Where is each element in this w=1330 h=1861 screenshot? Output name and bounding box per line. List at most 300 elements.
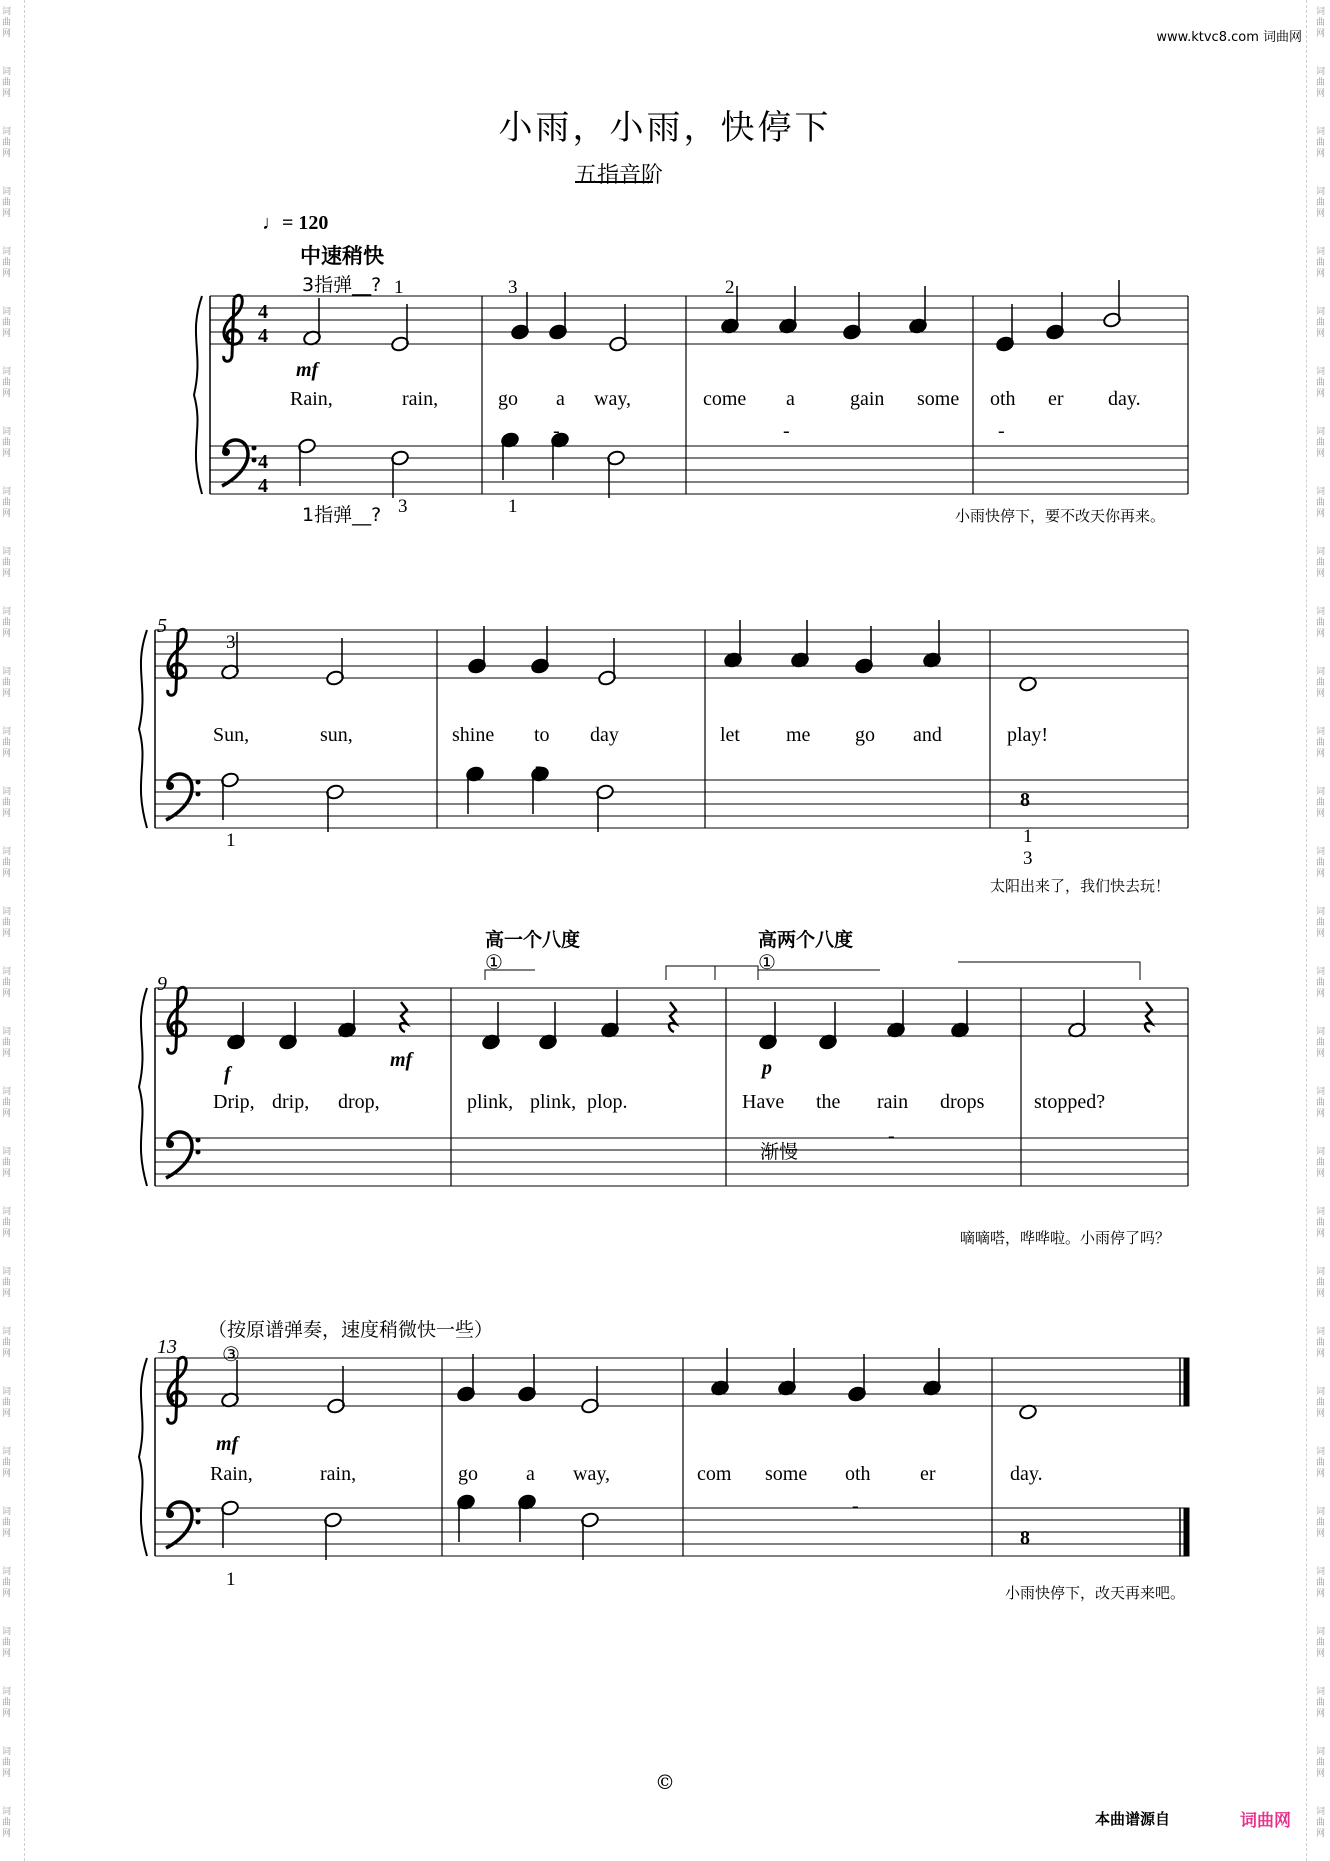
lyric-syllable: let <box>720 724 740 746</box>
watermark-glyph: 曲 <box>1316 1158 1326 1168</box>
grand-staff-brace <box>139 988 147 1186</box>
watermark-glyph: 网 <box>1316 989 1326 999</box>
watermark-glyph: 曲 <box>2 1398 12 1408</box>
watermark-glyph: 曲 <box>2 1518 12 1528</box>
octave-bracket <box>666 966 715 980</box>
watermark-glyph: 词 <box>2 367 12 377</box>
grand-staff-brace <box>194 296 202 494</box>
watermark-glyph: 词 <box>1316 547 1326 557</box>
finger-number: 1 <box>394 277 404 298</box>
quarter-note-icon: ♩ <box>262 212 282 234</box>
lyric-syllable: Rain, <box>290 388 333 410</box>
lyric-syllable: oth <box>845 1463 871 1485</box>
watermark-glyph: 网 <box>1316 209 1326 219</box>
watermark-glyph: 词 <box>1316 607 1326 617</box>
watermark-glyph: 网 <box>2 1829 12 1839</box>
finger-number: 2 <box>725 277 735 298</box>
watermark-glyph: 曲 <box>2 978 12 988</box>
watermark-glyph: 网 <box>2 1469 12 1479</box>
watermark-glyph: 曲 <box>2 1818 12 1828</box>
watermark-glyph: 网 <box>2 1649 12 1659</box>
watermark-glyph: 词 <box>1316 1687 1326 1697</box>
watermark-glyph: 网 <box>2 929 12 939</box>
performance-instruction: （按原谱弹奏，速度稍微快一些） <box>208 1319 494 1341</box>
watermark-glyph: 网 <box>1316 1109 1326 1119</box>
watermark-glyph: 曲 <box>1316 1518 1326 1528</box>
watermark-glyph: 曲 <box>2 918 12 928</box>
watermark-glyph: 曲 <box>1316 1398 1326 1408</box>
ritardando-mark: 渐慢 <box>760 1141 799 1163</box>
watermark-glyph: 曲 <box>1316 378 1326 388</box>
lyric-syllable: some <box>765 1463 808 1485</box>
watermark-glyph: 网 <box>2 629 12 639</box>
lyric-syllable: Have <box>742 1091 785 1113</box>
footer-brand-logo[interactable]: 词曲网 <box>1240 1811 1291 1831</box>
lyric-syllable: Sun, <box>213 724 250 746</box>
finger-number: 1 <box>1023 826 1033 847</box>
watermark-glyph: 网 <box>2 389 12 399</box>
position-mark-2: ① <box>758 950 776 974</box>
watermark-glyph: 网 <box>1316 689 1326 699</box>
tempo-bpm: = 120 <box>282 212 329 234</box>
watermark-glyph: 词 <box>2 667 12 677</box>
copyright-symbol: © <box>655 1770 675 1794</box>
watermark-glyph: 网 <box>1316 29 1326 39</box>
measure-number: 9 <box>157 973 167 995</box>
watermark-glyph: 词 <box>2 607 12 617</box>
watermark-glyph: 网 <box>1316 1769 1326 1779</box>
grand-staff-brace <box>139 630 147 828</box>
watermark-glyph: 曲 <box>2 1338 12 1348</box>
watermark-glyph: 词 <box>2 1207 12 1217</box>
octave-bracket <box>715 966 758 980</box>
watermark-glyph: 曲 <box>2 738 12 748</box>
watermark-glyph: 网 <box>1316 1529 1326 1539</box>
watermark-glyph: 词 <box>1316 1207 1326 1217</box>
watermark-glyph: 词 <box>2 307 12 317</box>
watermark-glyph: 词 <box>2 7 12 17</box>
watermark-glyph: 词 <box>1316 727 1326 737</box>
treble-clef-icon <box>168 629 187 695</box>
bass-whole-note-mark: 8 <box>1020 1527 1030 1549</box>
dynamic-marking: mf <box>216 1433 239 1455</box>
bass-clef-icon <box>166 1502 201 1548</box>
finger-number: 3 <box>1023 848 1033 869</box>
song-title: 小雨，小雨，快停下 <box>498 108 832 148</box>
watermark-glyph: 网 <box>1316 1589 1326 1599</box>
lyric-syllable: oth <box>990 388 1016 410</box>
caption-system-4: 小雨快停下，改天再来吧。 <box>1005 1584 1186 1602</box>
tempo-text: 中速稍快 <box>300 244 384 268</box>
octave-bracket <box>958 962 1140 980</box>
watermark-glyph: 曲 <box>1316 438 1326 448</box>
octave-mark-2: 高两个八度 <box>758 929 854 951</box>
watermark-glyph: 词 <box>2 1807 12 1817</box>
lyric-syllable: the <box>816 1091 841 1113</box>
watermark-glyph: 曲 <box>2 1758 12 1768</box>
watermark-glyph: 曲 <box>1316 1758 1326 1768</box>
finger-number: 1 <box>226 830 236 851</box>
bass-clef-icon <box>166 774 201 820</box>
right-hand-finger-note: 3指弹__? <box>302 274 382 296</box>
watermark-glyph: 词 <box>1316 187 1326 197</box>
watermark-glyph: 曲 <box>1316 618 1326 628</box>
finger-number: 1 <box>226 1569 236 1590</box>
caption-system-2: 太阳出来了，我们快去玩！ <box>990 877 1171 895</box>
watermark-glyph: 词 <box>1316 847 1326 857</box>
watermark-glyph: 曲 <box>1316 738 1326 748</box>
lyric-syllable: go <box>458 1463 478 1485</box>
watermark-glyph: 曲 <box>2 678 12 688</box>
watermark-glyph: 网 <box>1316 1229 1326 1239</box>
watermark-glyph: 词 <box>2 1387 12 1397</box>
lyric-syllable: plink, <box>467 1091 514 1113</box>
octave-mark-1: 高一个八度 <box>485 929 581 951</box>
watermark-glyph: 曲 <box>2 558 12 568</box>
watermark-glyph: 词 <box>2 1687 12 1697</box>
watermark-glyph: 词 <box>2 1087 12 1097</box>
dynamic-marking: mf <box>390 1049 413 1071</box>
final-barline-thick <box>1184 1508 1189 1556</box>
watermark-glyph: 词 <box>1316 1447 1326 1457</box>
lyric-syllable: go <box>498 388 518 410</box>
watermark-glyph: 词 <box>2 1567 12 1577</box>
watermark-glyph: 曲 <box>1316 1698 1326 1708</box>
watermark-glyph: 网 <box>2 809 12 819</box>
lyric-hyphen: - <box>852 1495 859 1517</box>
lyric-syllable: plink, <box>530 1091 577 1113</box>
measure-number: 5 <box>157 615 167 637</box>
watermark-glyph: 曲 <box>1316 1218 1326 1228</box>
time-signature-bottom: 4 <box>258 325 268 347</box>
watermark-glyph: 网 <box>2 1709 12 1719</box>
lyric-syllable: rain, <box>402 388 439 410</box>
watermark-glyph: 词 <box>2 787 12 797</box>
lyric-syllable: come <box>703 388 747 410</box>
watermark-glyph: 曲 <box>2 498 12 508</box>
lyric-syllable: to <box>534 724 550 746</box>
lyric-syllable: gain <box>850 388 885 410</box>
watermark-glyph: 曲 <box>1316 498 1326 508</box>
lyric-syllable: some <box>917 388 960 410</box>
lyric-syllable: a <box>556 388 565 410</box>
watermark-glyph: 词 <box>1316 1267 1326 1277</box>
left-hand-finger-note: 1指弹__? <box>302 504 382 526</box>
time-signature-top: 4 <box>258 301 268 323</box>
watermark-glyph: 词 <box>1316 967 1326 977</box>
lyric-syllable: rain, <box>320 1463 357 1485</box>
watermark-glyph: 曲 <box>1316 78 1326 88</box>
watermark-glyph: 网 <box>2 209 12 219</box>
watermark-glyph: 网 <box>1316 449 1326 459</box>
watermark-glyph: 词 <box>1316 487 1326 497</box>
watermark-glyph: 词 <box>1316 1507 1326 1517</box>
watermark-glyph: 曲 <box>1316 1098 1326 1108</box>
watermark-glyph: 词 <box>1316 1627 1326 1637</box>
tempo-marking <box>262 212 328 235</box>
treble-clef-icon <box>168 987 187 1053</box>
watermark-glyph: 网 <box>2 449 12 459</box>
watermark-glyph: 网 <box>1316 389 1326 399</box>
watermark-glyph: 网 <box>1316 1049 1326 1059</box>
watermark-glyph: 词 <box>2 1147 12 1157</box>
watermark-glyph: 词 <box>2 1507 12 1517</box>
watermark-glyph: 词 <box>2 1327 12 1337</box>
watermark-glyph: 网 <box>2 1529 12 1539</box>
watermark-glyph: 词 <box>2 1027 12 1037</box>
watermark-glyph: 网 <box>2 569 12 579</box>
time-signature-top: 4 <box>258 451 268 473</box>
dynamic-marking: f <box>224 1063 231 1085</box>
lyric-syllable: Drip, <box>213 1091 255 1113</box>
watermark-glyph: 曲 <box>2 798 12 808</box>
lyric-syllable: play! <box>1007 724 1049 746</box>
watermark-glyph: 网 <box>2 749 12 759</box>
quarter-rest-icon <box>400 1002 407 1032</box>
watermark-glyph: 网 <box>1316 929 1326 939</box>
lyric-syllable: drop, <box>338 1091 380 1113</box>
quarter-rest-icon <box>669 1002 676 1032</box>
finger-number: 3 <box>226 632 236 653</box>
watermark-glyph: 词 <box>2 127 12 137</box>
watermark-glyph: 词 <box>1316 907 1326 917</box>
watermark-glyph: 词 <box>1316 787 1326 797</box>
watermark-glyph: 词 <box>1316 667 1326 677</box>
watermark-glyph: 曲 <box>1316 198 1326 208</box>
watermark-glyph: 曲 <box>2 1458 12 1468</box>
lyric-hyphen: - <box>553 420 560 442</box>
watermark-glyph: 网 <box>1316 1409 1326 1419</box>
watermark-glyph: 网 <box>2 1409 12 1419</box>
watermark-glyph: 曲 <box>2 198 12 208</box>
quarter-rest-icon <box>1145 1002 1152 1032</box>
watermark-glyph: 曲 <box>2 1098 12 1108</box>
watermark-glyph: 曲 <box>2 1638 12 1648</box>
watermark-glyph: 词 <box>2 247 12 257</box>
watermark-glyph: 词 <box>1316 1087 1326 1097</box>
finger-number: 3 <box>508 277 518 298</box>
lyric-hyphen: - <box>998 420 1005 442</box>
watermark-glyph: 曲 <box>1316 318 1326 328</box>
watermark-glyph: 曲 <box>2 258 12 268</box>
watermark-glyph: 网 <box>1316 1829 1326 1839</box>
watermark-glyph: 网 <box>1316 1649 1326 1659</box>
watermark-glyph: 网 <box>2 1589 12 1599</box>
watermark-glyph: 曲 <box>1316 918 1326 928</box>
watermark-glyph: 词 <box>2 1747 12 1757</box>
watermark-glyph: 网 <box>2 29 12 39</box>
watermark-glyph: 曲 <box>1316 978 1326 988</box>
watermark-glyph: 词 <box>1316 1327 1326 1337</box>
lyric-syllable: day. <box>1108 388 1141 410</box>
measure-number: 13 <box>157 1336 177 1358</box>
watermark-glyph: 词 <box>1316 307 1326 317</box>
watermark-glyph: 曲 <box>2 1038 12 1048</box>
watermark-glyph: 网 <box>1316 509 1326 519</box>
watermark-glyph: 词 <box>1316 427 1326 437</box>
watermark-glyph: 网 <box>1316 629 1326 639</box>
watermark-glyph: 网 <box>1316 749 1326 759</box>
lyric-hyphen: - <box>522 1495 529 1517</box>
watermark-glyph: 曲 <box>1316 1818 1326 1828</box>
watermark-glyph: 曲 <box>2 438 12 448</box>
watermark-glyph: 曲 <box>1316 1578 1326 1588</box>
bass-clef-icon <box>166 1132 201 1178</box>
watermark-glyph: 网 <box>1316 269 1326 279</box>
caption-system-1: 小雨快停下，要不改天你再来。 <box>955 507 1166 525</box>
watermark-glyph: 曲 <box>1316 798 1326 808</box>
watermark-glyph: 曲 <box>1316 18 1326 28</box>
watermark-glyph: 网 <box>1316 1709 1326 1719</box>
watermark-glyph: 网 <box>1316 329 1326 339</box>
watermark-glyph: 词 <box>1316 1027 1326 1037</box>
watermark-glyph: 网 <box>2 689 12 699</box>
dynamic-marking: p <box>762 1057 772 1079</box>
lyric-syllable: drops <box>940 1091 985 1113</box>
lyric-hyphen: - <box>783 420 790 442</box>
octave-bracket <box>758 970 880 980</box>
watermark-glyph: 网 <box>2 1169 12 1179</box>
watermark-glyph: 网 <box>1316 1169 1326 1179</box>
watermark-glyph: 词 <box>2 487 12 497</box>
watermark-glyph: 词 <box>1316 1567 1326 1577</box>
watermark-glyph: 网 <box>1316 1469 1326 1479</box>
watermark-glyph: 曲 <box>1316 138 1326 148</box>
watermark-glyph: 网 <box>1316 1289 1326 1299</box>
position-mark-1: ① <box>485 950 503 974</box>
watermark-glyph: 词 <box>2 67 12 77</box>
watermark-glyph: 词 <box>2 907 12 917</box>
watermark-glyph: 网 <box>2 1289 12 1299</box>
watermark-glyph: 网 <box>2 1769 12 1779</box>
watermark-glyph: 曲 <box>1316 678 1326 688</box>
watermark-glyph: 网 <box>1316 1349 1326 1359</box>
watermark-glyph: 词 <box>1316 247 1326 257</box>
watermark-glyph: 词 <box>2 547 12 557</box>
lyric-syllable: day <box>590 724 619 746</box>
lyric-syllable: plop. <box>587 1091 628 1113</box>
watermark-glyph: 网 <box>2 869 12 879</box>
watermark-glyph: 曲 <box>2 138 12 148</box>
bass-whole-note-mark: 8 <box>1020 789 1030 811</box>
watermark-glyph: 曲 <box>2 18 12 28</box>
bass-clef-icon <box>222 440 257 486</box>
lyric-syllable: way, <box>594 388 632 410</box>
lyric-syllable: Rain, <box>210 1463 253 1485</box>
watermark-glyph: 网 <box>2 269 12 279</box>
watermark-glyph: 词 <box>1316 7 1326 17</box>
watermark-glyph: 曲 <box>1316 1458 1326 1468</box>
watermark-glyph: 网 <box>1316 149 1326 159</box>
watermark-glyph: 词 <box>1316 1807 1326 1817</box>
watermark-glyph: 词 <box>1316 1747 1326 1757</box>
watermark-glyph: 词 <box>2 1447 12 1457</box>
watermark-glyph: 曲 <box>2 1218 12 1228</box>
watermark-glyph: 曲 <box>2 318 12 328</box>
final-barline-thick <box>1184 1358 1189 1406</box>
watermark-glyph: 曲 <box>1316 858 1326 868</box>
watermark-glyph: 曲 <box>1316 558 1326 568</box>
lyric-syllable: er <box>1048 388 1064 410</box>
watermark-glyph: 网 <box>2 89 12 99</box>
finger-number: 1 <box>508 496 518 517</box>
watermark-glyph: 词 <box>1316 67 1326 77</box>
lyric-syllable: a <box>526 1463 535 1485</box>
watermark-glyph: 网 <box>2 329 12 339</box>
lyric-hyphen: - <box>888 1125 895 1147</box>
watermark-glyph: 网 <box>2 989 12 999</box>
watermark-glyph: 曲 <box>2 1278 12 1288</box>
dynamic-marking: mf <box>296 359 319 381</box>
position-mark-3: ③ <box>222 1342 240 1366</box>
lyric-syllable: er <box>920 1463 936 1485</box>
lyric-syllable: a <box>786 388 795 410</box>
lyric-syllable: sun, <box>320 724 353 746</box>
lyric-syllable: day. <box>1010 1463 1043 1485</box>
caption-system-3: 嘀嘀嗒，哗哗啦。小雨停了吗？ <box>960 1229 1171 1247</box>
watermark-glyph: 曲 <box>2 1698 12 1708</box>
watermark-glyph: 曲 <box>2 78 12 88</box>
watermark-glyph: 曲 <box>2 858 12 868</box>
lyric-syllable: stopped? <box>1034 1091 1106 1113</box>
watermark-glyph: 网 <box>1316 869 1326 879</box>
lyric-syllable: shine <box>452 724 495 746</box>
watermark-glyph: 网 <box>2 1229 12 1239</box>
watermark-glyph: 曲 <box>1316 1638 1326 1648</box>
watermark-glyph: 词 <box>2 187 12 197</box>
watermark-glyph: 网 <box>2 1049 12 1059</box>
watermark-glyph: 词 <box>2 727 12 737</box>
watermark-glyph: 词 <box>1316 367 1326 377</box>
finger-number: 3 <box>398 496 408 517</box>
treble-clef-icon <box>168 1357 187 1423</box>
song-subtitle: 五指音阶 <box>575 163 664 188</box>
watermark-glyph: 曲 <box>1316 1338 1326 1348</box>
watermark-glyph: 词 <box>2 967 12 977</box>
watermark-glyph: 词 <box>2 1267 12 1277</box>
header-site-url[interactable]: www.ktvc8.com 词曲网 <box>1156 30 1302 45</box>
footer-source-label: 本曲谱源自 <box>1095 1810 1171 1828</box>
treble-clef-icon <box>224 295 243 361</box>
watermark-glyph: 词 <box>2 1627 12 1637</box>
lyric-syllable: me <box>786 724 811 746</box>
lyric-syllable: way, <box>573 1463 611 1485</box>
watermark-glyph: 词 <box>1316 127 1326 137</box>
watermark-glyph: 词 <box>2 847 12 857</box>
watermark-glyph: 曲 <box>1316 258 1326 268</box>
watermark-glyph: 网 <box>1316 89 1326 99</box>
watermark-glyph: 词 <box>1316 1147 1326 1157</box>
watermark-glyph: 网 <box>1316 809 1326 819</box>
lyric-syllable: go <box>855 724 875 746</box>
watermark-glyph: 网 <box>2 1109 12 1119</box>
watermark-glyph: 曲 <box>2 378 12 388</box>
watermark-glyph: 曲 <box>2 1158 12 1168</box>
lyric-hyphen: - <box>535 755 542 777</box>
watermark-glyph: 网 <box>2 149 12 159</box>
lyric-syllable: drip, <box>272 1091 310 1113</box>
watermark-glyph: 曲 <box>1316 1278 1326 1288</box>
lyric-syllable: and <box>913 724 942 746</box>
time-signature-bottom: 4 <box>258 475 268 497</box>
watermark-glyph: 曲 <box>2 618 12 628</box>
lyric-syllable: com <box>697 1463 732 1485</box>
watermark-glyph: 网 <box>1316 569 1326 579</box>
grand-staff-brace <box>139 1358 147 1556</box>
lyric-syllable: rain <box>877 1091 909 1113</box>
watermark-glyph: 网 <box>2 509 12 519</box>
watermark-glyph: 词 <box>2 427 12 437</box>
